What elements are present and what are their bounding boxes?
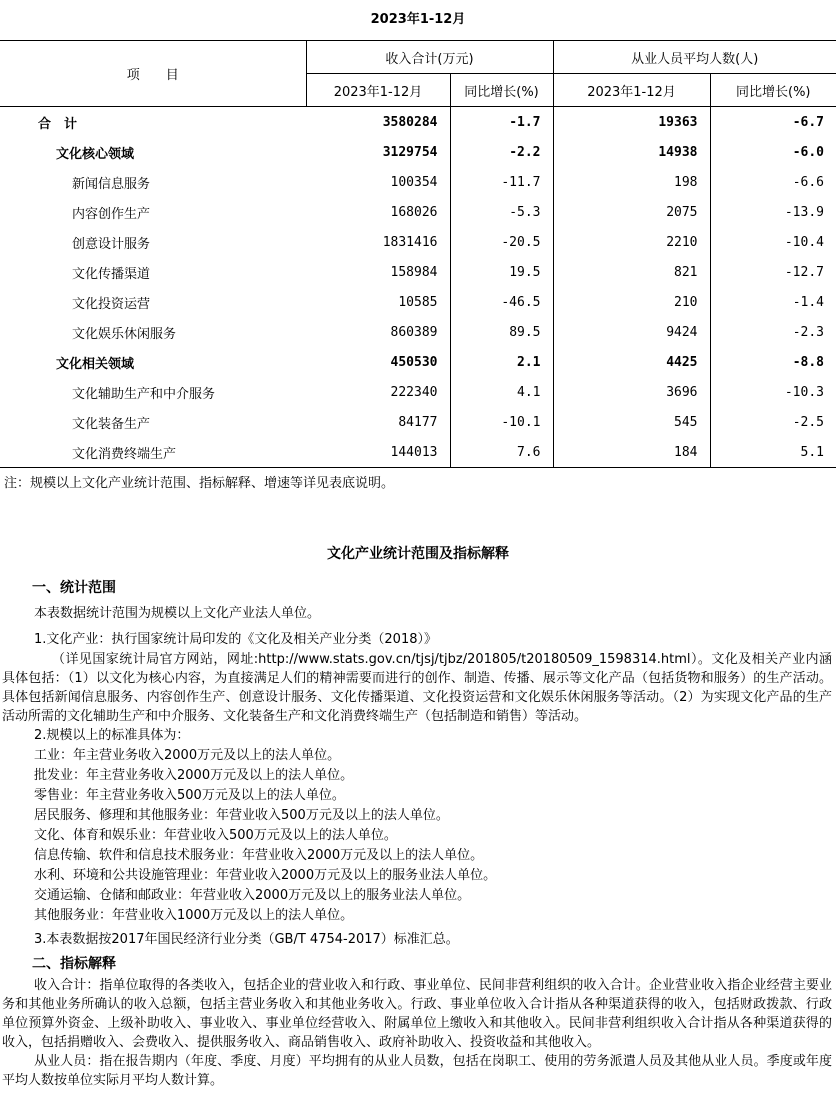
table-row bbox=[0, 137, 836, 167]
revenue-value: 168026 bbox=[306, 197, 450, 227]
scope-heading: 一、统计范围 bbox=[32, 580, 116, 596]
table-row bbox=[0, 347, 836, 377]
employee-growth: -6.6 bbox=[792, 174, 824, 190]
table-row bbox=[0, 317, 836, 347]
employee-value: 184 bbox=[553, 437, 710, 468]
standard-item: 文化、体育和娱乐业：年营业收入500万元及以上的法人单位。 bbox=[34, 828, 397, 843]
employee-growth: -6.0 bbox=[792, 144, 824, 160]
employee-value: 2075 bbox=[553, 197, 710, 227]
report-period: 2023年1-12月 bbox=[370, 12, 466, 27]
row-name: 创意设计服务 bbox=[72, 236, 151, 252]
revenue-period-header: 2023年1-12月 bbox=[306, 74, 450, 107]
standard-item: 水利、环境和公共设施管理业：年营业收入2000万元及以上的服务业法人单位。 bbox=[34, 868, 497, 883]
row-name: 内容创作生产 bbox=[72, 206, 151, 222]
employee-growth: -10.3 bbox=[784, 384, 824, 400]
employee-growth: -10.4 bbox=[784, 234, 824, 250]
standard-item: 信息传输、软件和信息技术服务业：年营业收入2000万元及以上的法人单位。 bbox=[34, 848, 484, 863]
table-row bbox=[0, 197, 836, 227]
employee-growth: 5.1 bbox=[710, 437, 836, 468]
revenue-growth: -2.2 bbox=[450, 137, 553, 167]
employee-value: 3696 bbox=[553, 377, 710, 407]
standard-item: 其他服务业：年营业收入1000万元及以上的法人单位。 bbox=[34, 908, 354, 923]
table-row bbox=[0, 437, 836, 468]
revenue-value: 450530 bbox=[306, 347, 450, 377]
row-name: 文化相关领域 bbox=[56, 356, 135, 372]
row-name: 文化投资运营 bbox=[72, 296, 151, 312]
standard-item: 工业：年主营业务收入2000万元及以上的法人单位。 bbox=[34, 748, 341, 763]
row-name: 文化娱乐休闲服务 bbox=[72, 326, 177, 342]
culture-industry-table bbox=[0, 40, 836, 468]
revenue-growth: 2.1 bbox=[450, 347, 553, 377]
revenue-growth: 4.1 bbox=[450, 377, 553, 407]
employee-definition: 从业人员：指在报告期内（年度、季度、月度）平均拥有的从业人员数，包括在岗职工、使用的劳务派遣人员及其他从业人员。季度或年度平均人数按单位实际月平均人数计算。 bbox=[2, 1054, 832, 1088]
revenue-value: 3129754 bbox=[306, 137, 450, 167]
employee-growth: -2.5 bbox=[792, 414, 824, 430]
revenue-definition: 收入合计：指单位取得的各类收入，包括企业的营业收入和行政、事业单位、民间非营利组织的收入合计。企业营业收入指企业经营主要业务和其他业务所确认的收入总额，包括主营业务收入和其他业务收入。行政、事业单位收入合计指从各种渠道获得的收入，包括财政拨款、行政单位预算外资金、上级补助收入、事业收入、事业单位经营收入、附属单位上缴收入和其他收入。民间非营利组织收入合计指从各种渠道获得的收入，包括捐赠收入、会费收入、提供服务收入、商品销售收入、政府补助收入、投资收益和其他收入。 bbox=[2, 978, 832, 1050]
row-name: 合 计 bbox=[38, 116, 78, 132]
item1-body: （详见国家统计局官方网站，网址:http://www.stats.gov.cn/tjsj/tjbz/201805/t20180509_1598314.html）。文化及相关产业内涵具体包括：（1）以文化为核心内容，为直接满足人们的精神需要而进行的创作、制造、传播、展示等文化产品（包括货物和服务）的生产活动。具体包括新闻信息服务、内容创作生产、创意设计服务、文化传播渠道、文化投资运营和文化娱乐休闲服务等活动。（2）为实现文化产品的生产活动所需的文化辅助生产和中介服务、文化装备生产和文化消费终端生产（包括制造和销售）等活动。 bbox=[2, 652, 832, 724]
indicator-heading: 二、指标解释 bbox=[32, 956, 116, 972]
item1-title: 1.文化产业：执行国家统计局印发的《文化及相关产业分类（2018）》 bbox=[34, 632, 437, 647]
revenue-growth: -1.7 bbox=[450, 107, 553, 138]
employee-growth: -6.7 bbox=[792, 114, 824, 130]
explanation-section bbox=[0, 578, 836, 1090]
table-row bbox=[0, 227, 836, 257]
employee-value: 198 bbox=[553, 167, 710, 197]
revenue-value: 10585 bbox=[306, 287, 450, 317]
revenue-growth: -10.1 bbox=[450, 407, 553, 437]
employee-period-header: 2023年1-12月 bbox=[553, 74, 710, 107]
revenue-value: 100354 bbox=[306, 167, 450, 197]
employee-value: 14938 bbox=[553, 137, 710, 167]
employee-value: 821 bbox=[553, 257, 710, 287]
item2-title: 2.规模以上的标准具体为： bbox=[34, 728, 190, 743]
table-row bbox=[0, 287, 836, 317]
row-name: 新闻信息服务 bbox=[72, 176, 151, 192]
standard-item: 居民服务、修理和其他服务业：年营业收入500万元及以上的法人单位。 bbox=[34, 808, 449, 823]
standard-item: 零售业：年主营业务收入500万元及以上的法人单位。 bbox=[34, 788, 345, 803]
employee-group-header: 从业人员平均人数(人) bbox=[553, 41, 836, 74]
revenue-growth: -11.7 bbox=[450, 167, 553, 197]
row-name: 文化辅助生产和中介服务 bbox=[72, 386, 216, 402]
employee-value: 4425 bbox=[553, 347, 710, 377]
revenue-growth: 19.5 bbox=[450, 257, 553, 287]
standard-item: 批发业：年主营业务收入2000万元及以上的法人单位。 bbox=[34, 768, 354, 783]
employee-growth-header: 同比增长(%) bbox=[710, 74, 836, 107]
employee-growth: -13.9 bbox=[784, 204, 824, 220]
revenue-growth: -46.5 bbox=[450, 287, 553, 317]
table-row bbox=[0, 107, 836, 138]
scope-intro: 本表数据统计范围为规模以上文化产业法人单位。 bbox=[34, 606, 321, 621]
employee-value: 19363 bbox=[553, 107, 710, 138]
revenue-growth: -20.5 bbox=[450, 227, 553, 257]
revenue-group-header: 收入合计(万元) bbox=[306, 41, 553, 74]
revenue-value: 84177 bbox=[306, 407, 450, 437]
row-name: 文化核心领域 bbox=[56, 146, 135, 162]
standards-list bbox=[0, 746, 836, 926]
revenue-growth: 89.5 bbox=[450, 317, 553, 347]
row-name: 文化消费终端生产 bbox=[0, 437, 306, 468]
table-row bbox=[0, 407, 836, 437]
employee-value: 545 bbox=[553, 407, 710, 437]
revenue-value: 222340 bbox=[306, 377, 450, 407]
employee-growth: -8.8 bbox=[792, 354, 824, 370]
table-row bbox=[0, 377, 836, 407]
employee-value: 9424 bbox=[553, 317, 710, 347]
explain-title: 文化产业统计范围及指标解释 bbox=[327, 546, 509, 562]
employee-growth: -1.4 bbox=[792, 294, 824, 310]
table-row bbox=[0, 257, 836, 287]
standard-item: 交通运输、仓储和邮政业：年营业收入2000万元及以上的服务业法人单位。 bbox=[34, 888, 471, 903]
revenue-value: 158984 bbox=[306, 257, 450, 287]
table-row bbox=[0, 167, 836, 197]
item3: 3.本表数据按2017年国民经济行业分类（GB/T 4754-2017）标准汇总。 bbox=[34, 932, 459, 947]
employee-value: 2210 bbox=[553, 227, 710, 257]
table-note: 注：规模以上文化产业统计范围、指标解释、增速等详见表底说明。 bbox=[4, 476, 395, 491]
revenue-value: 3580284 bbox=[306, 107, 450, 138]
revenue-value: 144013 bbox=[306, 437, 450, 468]
employee-growth: -2.3 bbox=[792, 324, 824, 340]
employee-value: 210 bbox=[553, 287, 710, 317]
employee-growth: -12.7 bbox=[784, 264, 824, 280]
revenue-value: 1831416 bbox=[306, 227, 450, 257]
revenue-growth-header: 同比增长(%) bbox=[450, 74, 553, 107]
revenue-value: 860389 bbox=[306, 317, 450, 347]
revenue-growth: 7.6 bbox=[450, 437, 553, 468]
row-name: 文化传播渠道 bbox=[72, 266, 151, 282]
row-name: 文化装备生产 bbox=[72, 416, 151, 432]
item-header: 项 目 bbox=[0, 41, 306, 107]
revenue-growth: -5.3 bbox=[450, 197, 553, 227]
